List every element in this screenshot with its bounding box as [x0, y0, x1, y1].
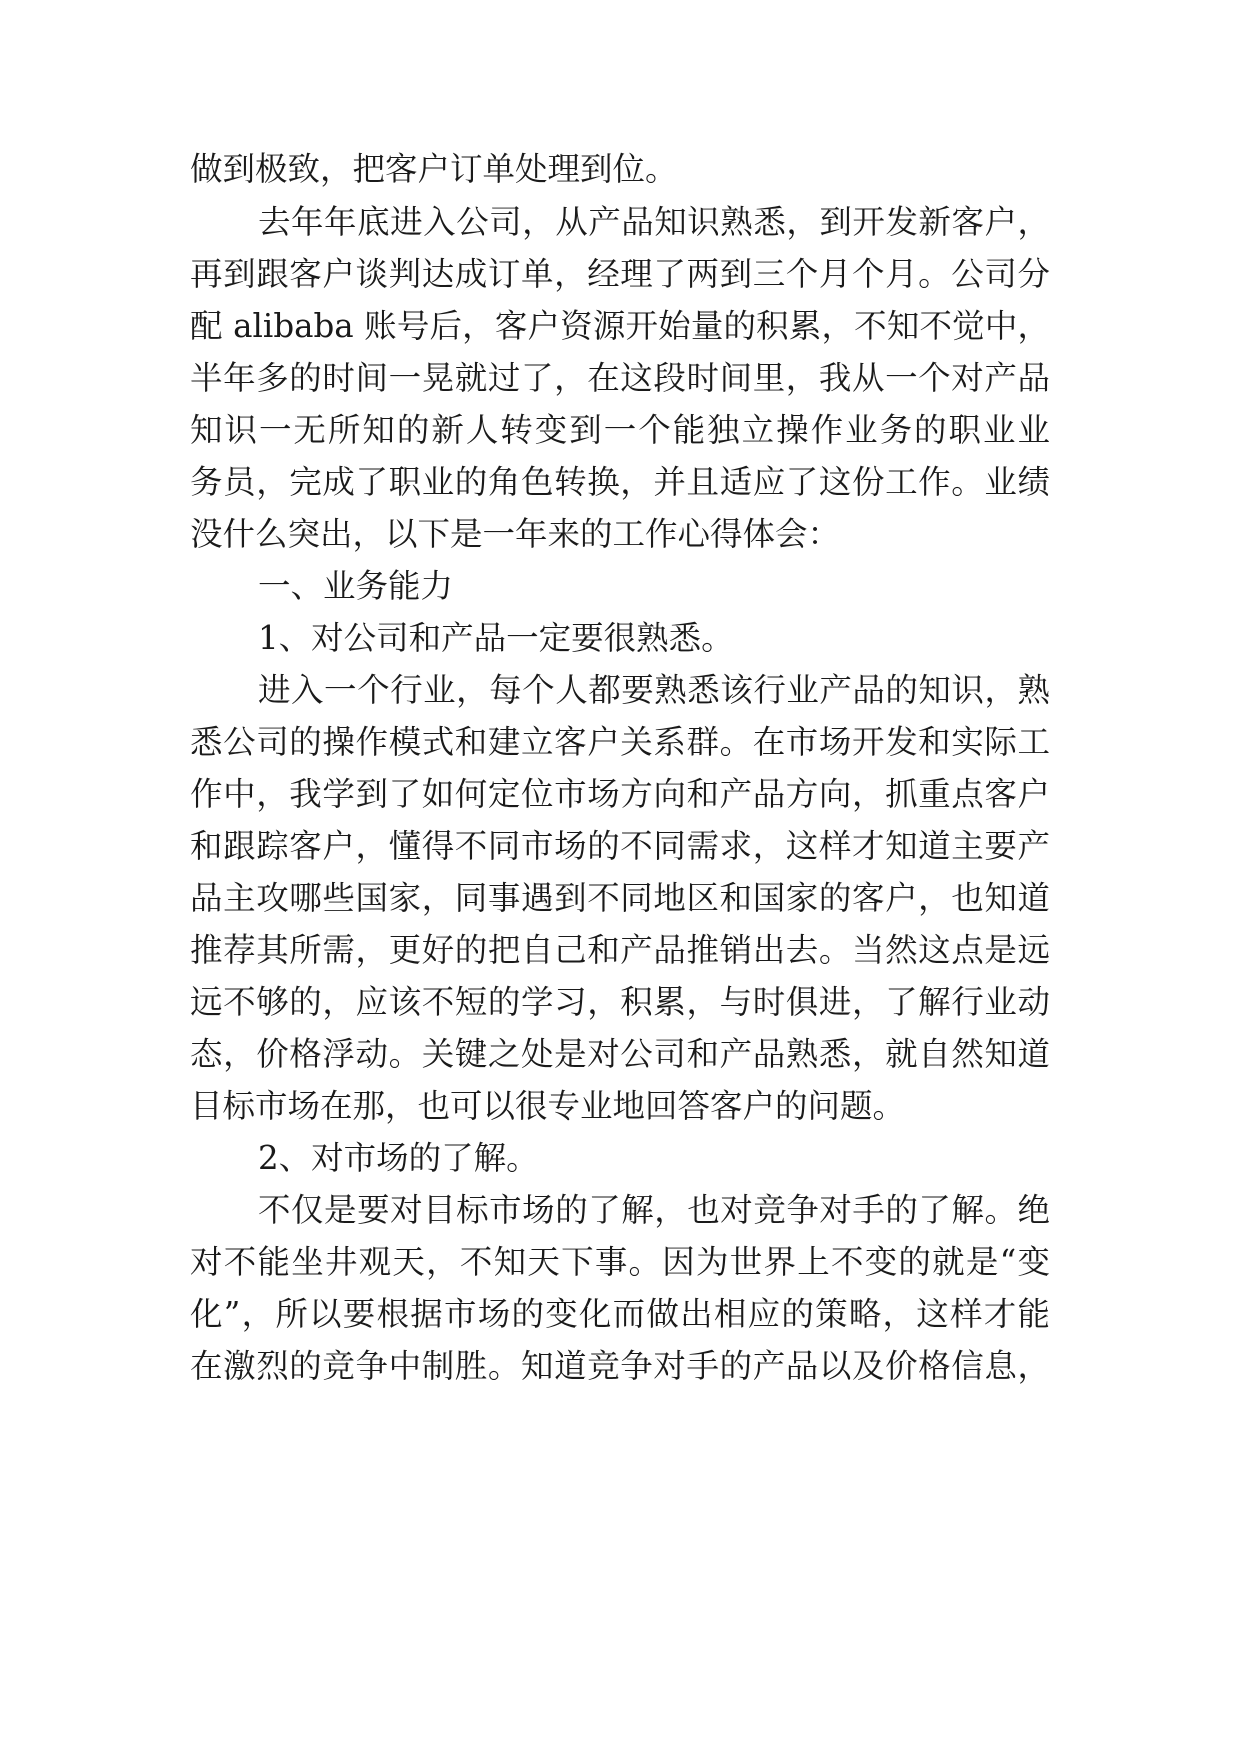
text-line: 对不能坐井观天，不知天下事。因为世界上不变的就是“变 [190, 1243, 1050, 1281]
text-line: 悉公司的操作模式和建立客户关系群。在市场开发和实际工 [190, 723, 1050, 761]
section-heading: 一、业务能力 [258, 567, 454, 605]
text-line: 做到极致，把客户订单处理到位。 [190, 150, 678, 188]
subsection-heading: 2、对市场的了解。 [258, 1139, 539, 1177]
text-line: 没什么突出，以下是一年来的工作心得体会： [190, 515, 841, 553]
text-line: 推荐其所需，更好的把自己和产品推销出去。当然这点是远 [190, 931, 1050, 969]
subsection-heading: 1、对公司和产品一定要很熟悉。 [258, 619, 734, 657]
text-line: 目标市场在那，也可以很专业地回答客户的问题。 [190, 1087, 906, 1125]
text-line: 不仅是要对目标市场的了解，也对竞争对手的了解。绝 [258, 1191, 1050, 1229]
text-line: 品主攻哪些国家，同事遇到不同地区和国家的客户，也知道 [190, 879, 1050, 917]
text-line: 在激烈的竞争中制胜。知道竞争对手的产品以及价格信息， [190, 1347, 1050, 1385]
text-line: 务员，完成了职业的角色转换，并且适应了这份工作。业绩 [190, 463, 1050, 501]
text-line: 进入一个行业，每个人都要熟悉该行业产品的知识，熟 [258, 671, 1050, 709]
text-line: 知识一无所知的新人转变到一个能独立操作业务的职业业 [190, 411, 1050, 449]
text-line: 和跟踪客户，懂得不同市场的不同需求，这样才知道主要产 [190, 827, 1050, 865]
text-line: 远不够的，应该不短的学习，积累，与时俱进，了解行业动 [190, 983, 1050, 1021]
text-line: 配 alibaba 账号后，客户资源开始量的积累，不知不觉中， [190, 307, 1050, 345]
text-line: 半年多的时间一晃就过了，在这段时间里，我从一个对产品 [190, 359, 1050, 397]
text-line: 去年年底进入公司，从产品知识熟悉，到开发新客户， [258, 203, 1050, 241]
text-line: 作中，我学到了如何定位市场方向和产品方向，抓重点客户 [190, 775, 1050, 813]
text-line: 化”，所以要根据市场的变化而做出相应的策略，这样才能 [190, 1295, 1050, 1333]
text-line: 态，价格浮动。关键之处是对公司和产品熟悉，就自然知道 [190, 1035, 1050, 1073]
text-line: 再到跟客户谈判达成订单，经理了两到三个月个月。公司分 [190, 255, 1050, 293]
